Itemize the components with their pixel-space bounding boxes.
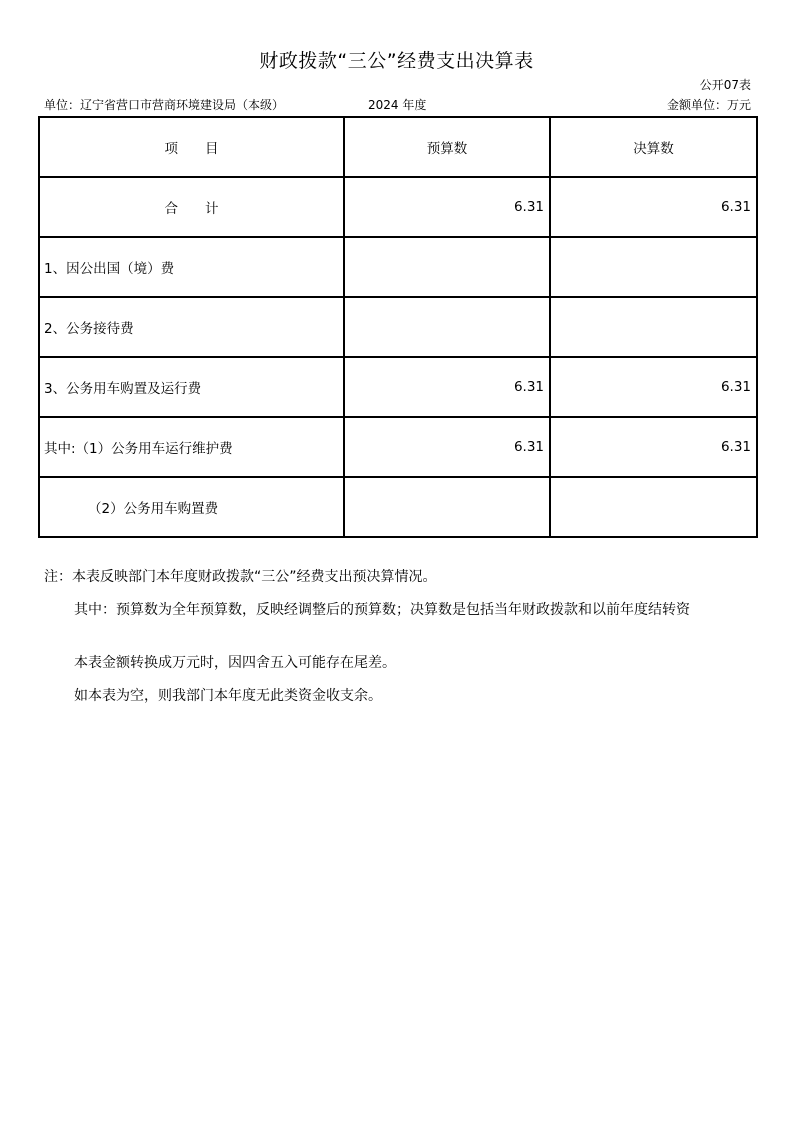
three-public-expenses-table [38, 116, 758, 538]
table-row [39, 297, 757, 357]
header-item: 项 目 [39, 117, 344, 177]
row-label: 合 计 [39, 177, 344, 237]
budget-value [344, 477, 550, 537]
page-title: 财政拨款“三公”经费支出决算表 [259, 50, 534, 72]
note-line: 注：本表反映部门本年度财政拨款“三公”经费支出预决算情况。 [44, 569, 437, 585]
table-row [39, 237, 757, 297]
final-value: 6.31 [550, 417, 757, 477]
table-row-total [39, 177, 757, 237]
table-header-row [39, 117, 757, 177]
row-label: 2、公务接待费 [39, 297, 344, 357]
final-value [550, 477, 757, 537]
table-row [39, 477, 757, 537]
budget-value [344, 297, 550, 357]
amount-unit: 金额单位：万元 [666, 98, 751, 112]
note-line: 如本表为空，则我部门本年度无此类资金收支余。 [74, 688, 382, 704]
note-line: 本表金额转换成万元时，因四舍五入可能存在尾差。 [74, 655, 396, 671]
row-label: 其中:（1）公务用车运行维护费 [39, 417, 344, 477]
final-value: 6.31 [550, 357, 757, 417]
table-row [39, 417, 757, 477]
final-value: 6.31 [550, 177, 757, 237]
budget-value: 6.31 [344, 357, 550, 417]
budget-value [344, 237, 550, 297]
header-final: 决算数 [550, 117, 757, 177]
reporting-unit: 单位：辽宁省营口市营商环境建设局（本级） [44, 98, 285, 112]
note-line: 其中：预算数为全年预算数，反映经调整后的预算数；决算数是包括当年财政拨款和以前年度结转资 [74, 602, 690, 618]
fiscal-year: 2024 年度 [368, 98, 427, 112]
meta-row [44, 96, 751, 114]
table-row [39, 357, 757, 417]
row-label: 1、因公出国（境）费 [39, 237, 344, 297]
header-budget: 预算数 [344, 117, 550, 177]
form-number: 公开07表 [699, 78, 751, 92]
budget-value: 6.31 [344, 417, 550, 477]
row-label: 3、公务用车购置及运行费 [39, 357, 344, 417]
budget-value: 6.31 [344, 177, 550, 237]
row-label: （2）公务用车购置费 [39, 477, 344, 537]
final-value [550, 297, 757, 357]
final-value [550, 237, 757, 297]
